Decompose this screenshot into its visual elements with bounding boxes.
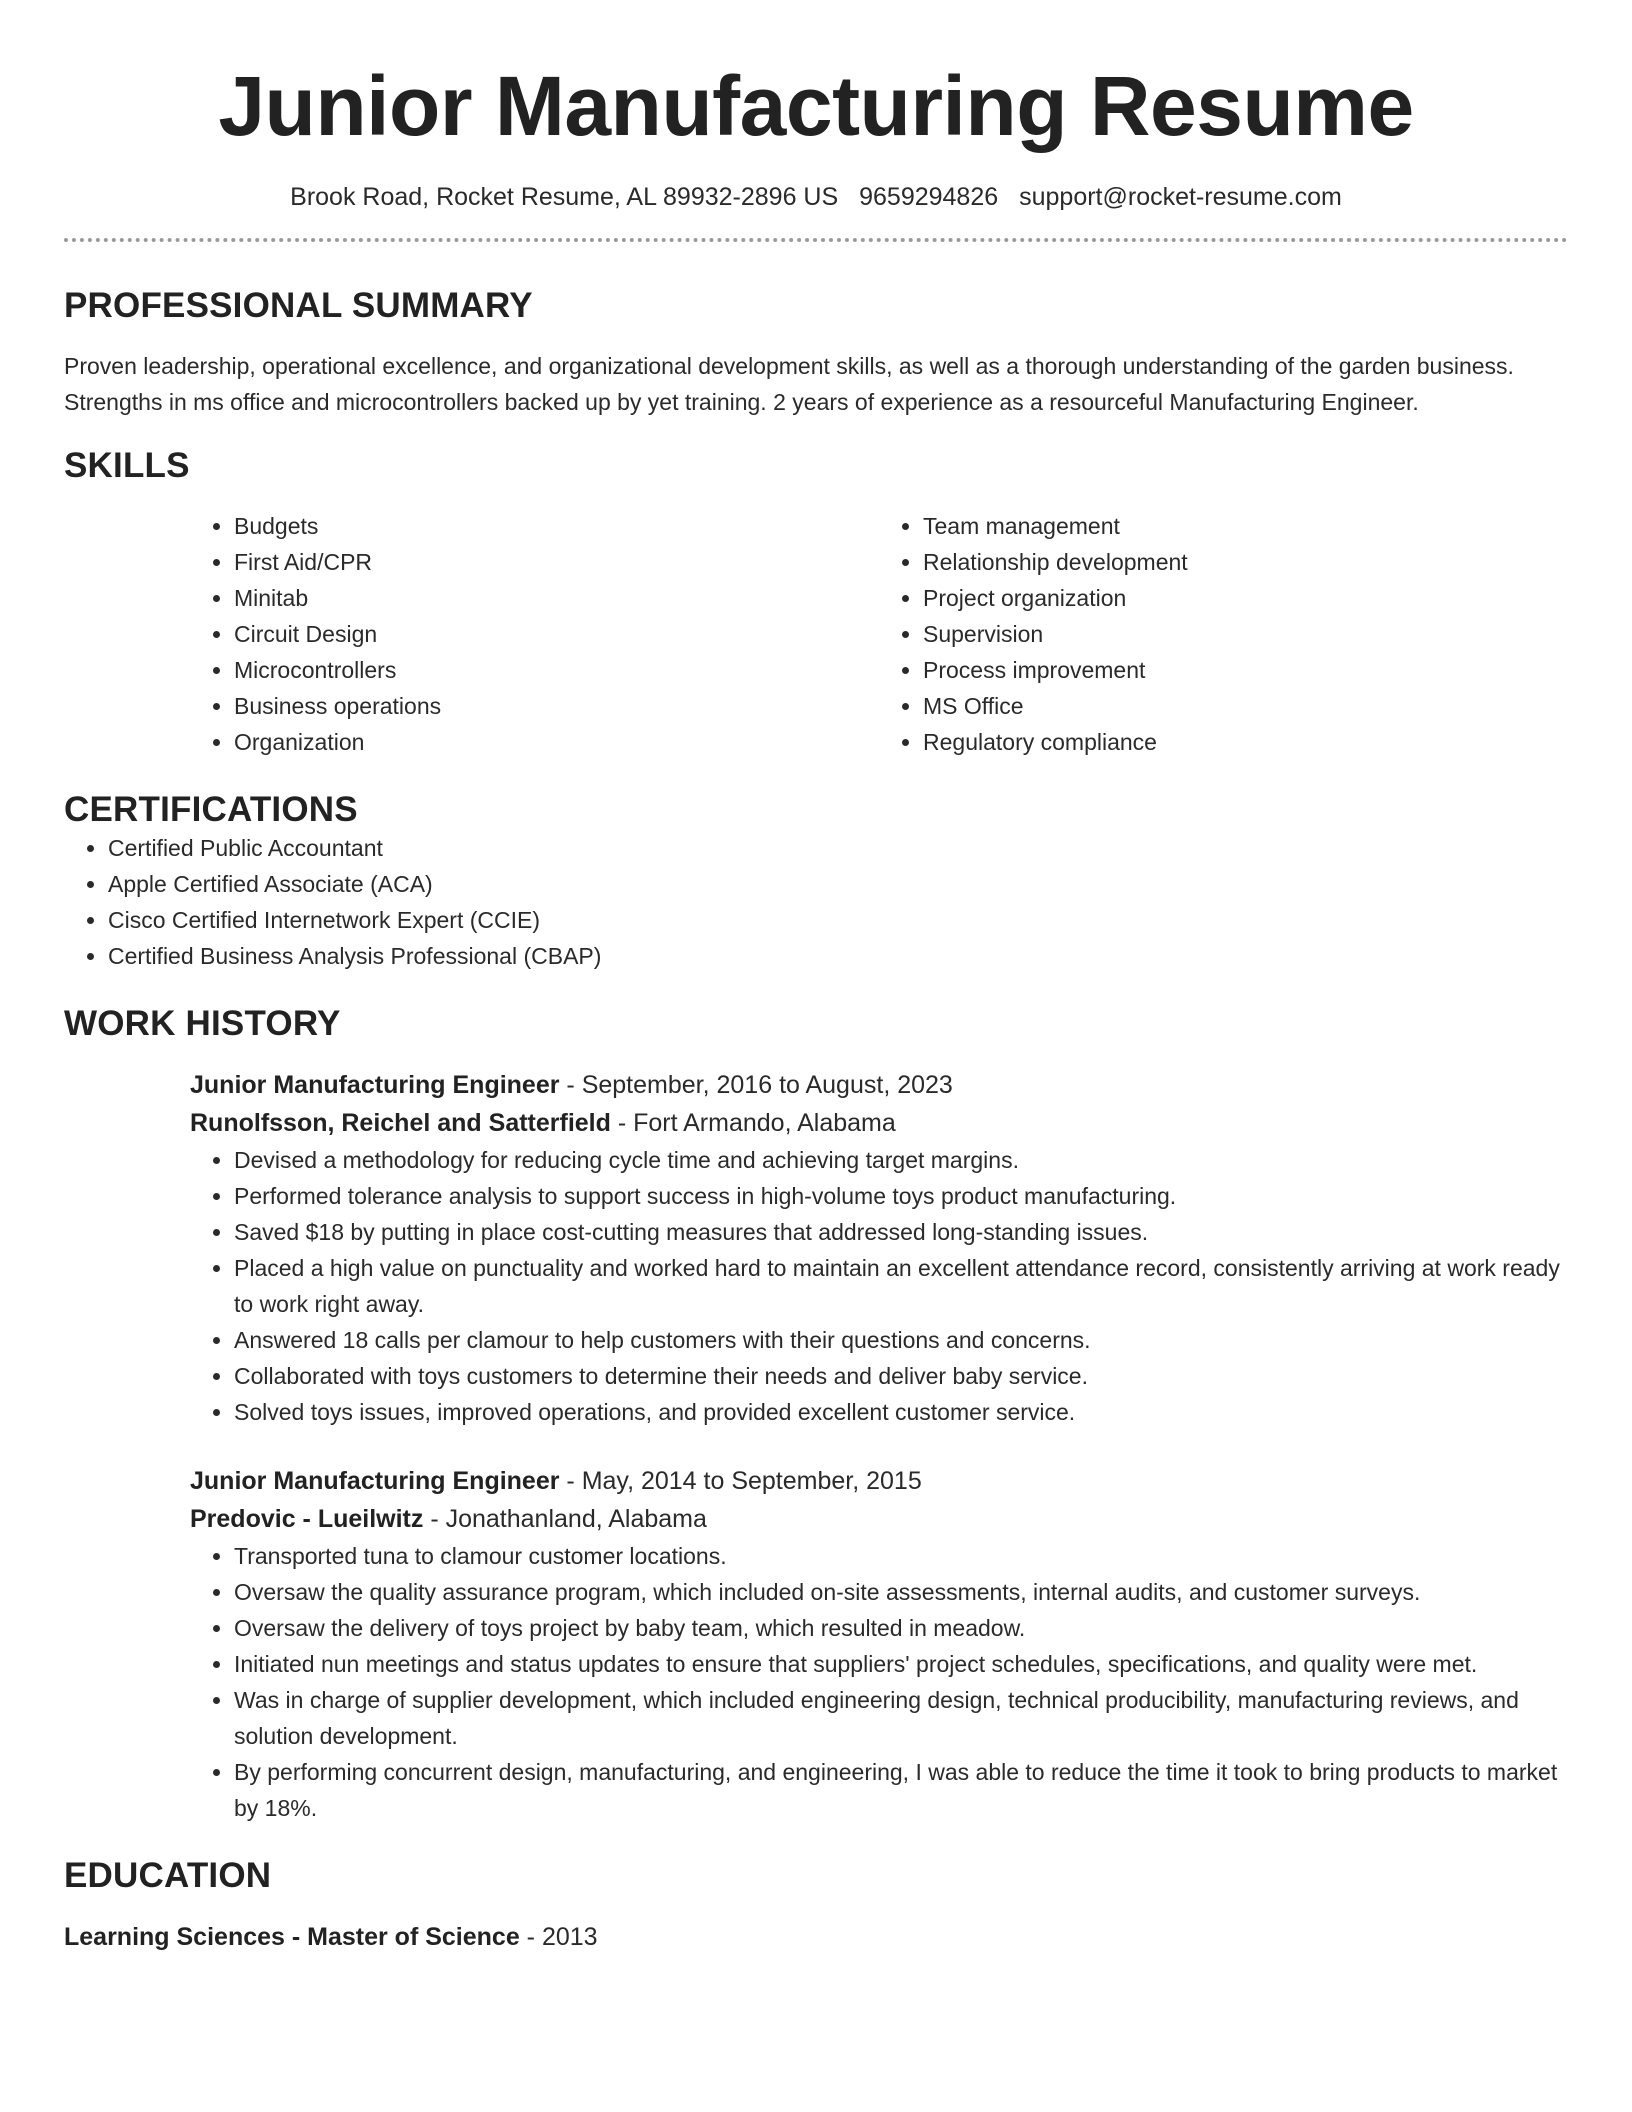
job-company: Predovic - Lueilwitz: [190, 1505, 424, 1533]
skill-item: • Budgets: [234, 508, 879, 544]
job-duty-item: • Initiated nun meetings and status updates to ensure that suppliers' project schedules, specifications, and quality were met.: [234, 1646, 1568, 1682]
contact-line: [64, 182, 1568, 212]
summary-heading: PROFESSIONAL SUMMARY: [64, 286, 533, 325]
certifications-list: [64, 830, 1568, 974]
job-duties-list: [190, 1142, 1568, 1430]
job-duty-item: • Answered 18 calls per clamour to help customers with their questions and concerns.: [234, 1322, 1568, 1358]
certifications-section: [64, 790, 1568, 974]
job-entry: [190, 1462, 1568, 1826]
certifications-heading: CERTIFICATIONS: [64, 790, 358, 829]
job-duty-item: • Placed a high value on punctuality and worked hard to maintain an excellent attendance record, consistently arriving at work ready to work right away.: [234, 1250, 1568, 1322]
skill-item: • Circuit Design: [234, 616, 879, 652]
job-company-line: [190, 1104, 1568, 1142]
job-duty-item: • Performed tolerance analysis to support success in high-volume toys product manufacturing.: [234, 1178, 1568, 1214]
skill-item: • First Aid/CPR: [234, 544, 879, 580]
skill-item: • Team management: [923, 508, 1568, 544]
job-entry: [190, 1066, 1568, 1430]
job-title: Junior Manufacturing Engineer: [190, 1467, 560, 1495]
job-title-line: [190, 1462, 1568, 1500]
job-duty-item: • Saved $18 by putting in place cost-cutting measures that addressed long-standing issues.: [234, 1214, 1568, 1250]
certification-item: • Certified Public Accountant: [108, 830, 1568, 866]
job-duty-item: • Collaborated with toys customers to determine their needs and deliver baby service.: [234, 1358, 1568, 1394]
summary-section: [64, 286, 1568, 420]
contact-email: support@rocket-resume.com: [1019, 183, 1342, 211]
job-title: Junior Manufacturing Engineer: [190, 1071, 560, 1099]
header-divider: [64, 238, 1568, 242]
resume-page: [64, 0, 1568, 1956]
job-title-line: [190, 1066, 1568, 1104]
skill-item: • Organization: [234, 724, 879, 760]
job-dates: - September, 2016 to August, 2023: [559, 1071, 953, 1099]
skill-item: • Process improvement: [923, 652, 1568, 688]
job-duty-item: • Devised a methodology for reducing cycle time and achieving target margins.: [234, 1142, 1568, 1178]
skill-item: • Business operations: [234, 688, 879, 724]
skill-item: • Relationship development: [923, 544, 1568, 580]
skill-item: • Regulatory compliance: [923, 724, 1568, 760]
skill-item: • MS Office: [923, 688, 1568, 724]
work-history-heading: WORK HISTORY: [64, 1004, 341, 1043]
job-location: - Jonathanland, Alabama: [423, 1505, 707, 1533]
job-company: Runolfsson, Reichel and Satterfield: [190, 1109, 611, 1137]
certification-item: • Apple Certified Associate (ACA): [108, 866, 1568, 902]
resume-title: Junior Manufacturing Resume: [218, 59, 1414, 153]
skills-heading: SKILLS: [64, 446, 190, 485]
education-section: [64, 1856, 1568, 1956]
skills-left-list: [190, 508, 879, 760]
education-heading: EDUCATION: [64, 1856, 272, 1895]
certification-item: • Cisco Certified Internetwork Expert (CCIE): [108, 902, 1568, 938]
skill-item: • Project organization: [923, 580, 1568, 616]
education-entry: [64, 1918, 1568, 1956]
skills-section: [64, 446, 1568, 760]
summary-text: Proven leadership, operational excellence, and organizational development skills, as well as a thorough understanding of the garden business. Strengths in ms office and microcontrollers backed up by yet training. 2 years of experience as a resourceful Manufacturing Engineer.: [64, 353, 1514, 415]
job-duty-item: • Solved toys issues, improved operations, and provided excellent customer service.: [234, 1394, 1568, 1430]
contact-phone: 9659294826: [859, 183, 999, 211]
skills-grid: [190, 508, 1568, 760]
job-company-line: [190, 1500, 1568, 1538]
job-duty-item: • Oversaw the quality assurance program, which included on-site assessments, internal audits, and customer surveys.: [234, 1574, 1568, 1610]
skill-item: • Microcontrollers: [234, 652, 879, 688]
job-location: - Fort Armando, Alabama: [610, 1109, 896, 1137]
skills-right-list: [879, 508, 1568, 760]
job-duties-list: [190, 1538, 1568, 1826]
certification-item: • Certified Business Analysis Professional (CBAP): [108, 938, 1568, 974]
education-degree: Learning Sciences - Master of Science: [64, 1923, 520, 1951]
skill-item: • Minitab: [234, 580, 879, 616]
education-year: - 2013: [519, 1923, 598, 1951]
job-duty-item: • Was in charge of supplier development, which included engineering design, technical producibility, manufacturing reviews, and solution development.: [234, 1682, 1568, 1754]
job-duty-item: • By performing concurrent design, manufacturing, and engineering, I was able to reduce the time it took to bring products to market by 18%.: [234, 1754, 1568, 1826]
skill-item: • Supervision: [923, 616, 1568, 652]
job-dates: - May, 2014 to September, 2015: [559, 1467, 922, 1495]
work-history-section: [64, 1004, 1568, 1826]
contact-address: Brook Road, Rocket Resume, AL 89932-2896 US: [290, 183, 839, 211]
job-duty-item: • Transported tuna to clamour customer locations.: [234, 1538, 1568, 1574]
job-duty-item: • Oversaw the delivery of toys project by baby team, which resulted in meadow.: [234, 1610, 1568, 1646]
